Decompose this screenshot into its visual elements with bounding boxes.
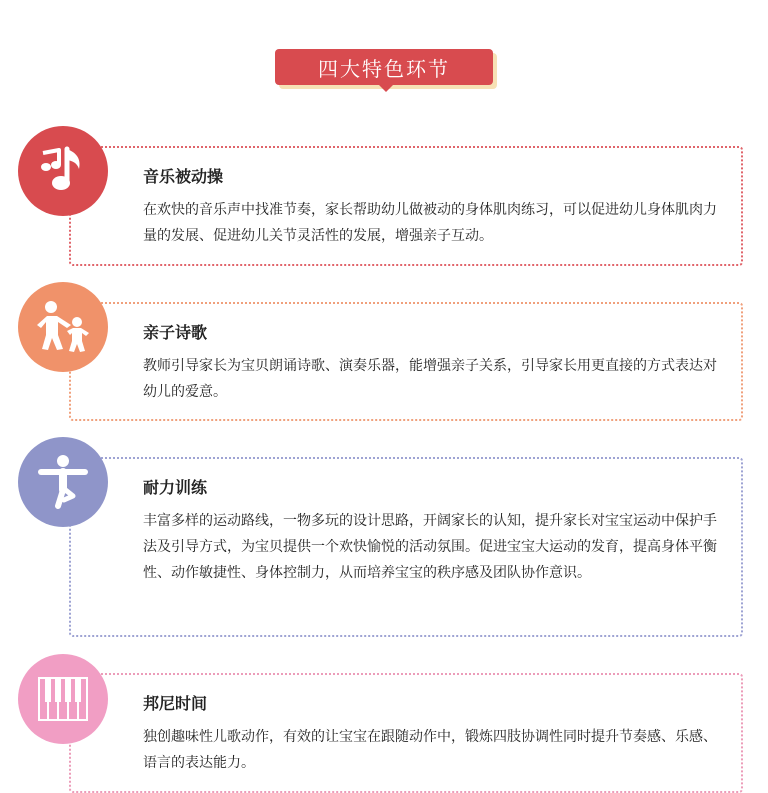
music-note-icon — [18, 126, 108, 216]
feature-title: 邦尼时间 — [143, 694, 208, 713]
parent-child-icon — [18, 282, 108, 372]
page-title: 四大特色环节 — [275, 49, 493, 85]
feature-description: 丰富多样的运动路线，一物多玩的设计思路，开阔家长的认知，提升家长对宝宝运动中保护手法及引导方式，为宝贝提供一个欢快愉悦的活动氛围。促进宝宝大运动的发育，提高身体平衡性、动作敏捷性、身体控制力，从而培养宝宝的秩序感及团队协作意识。 — [143, 513, 717, 581]
feature-card-poetry — [69, 302, 743, 421]
feature-card-music — [69, 146, 743, 266]
feature-card-endurance — [69, 457, 743, 637]
piano-keys-icon — [18, 654, 108, 744]
feature-title: 耐力训练 — [143, 478, 208, 497]
feature-description: 在欢快的音乐声中找准节奏，家长帮助幼儿做被动的身体肌肉练习，可以促进幼儿身体肌肉力量的发展、促进幼儿关节灵活性的发展，增强亲子互动。 — [143, 202, 717, 244]
title-pointer — [378, 84, 394, 92]
balance-pose-icon — [18, 437, 108, 527]
feature-description: 教师引导家长为宝贝朗诵诗歌、演奏乐器，能增强亲子关系，引导家长用更直接的方式表达对幼儿的爱意。 — [143, 358, 717, 400]
feature-title: 音乐被动操 — [143, 167, 224, 186]
feature-description: 独创趣味性儿歌动作，有效的让宝宝在跟随动作中，锻炼四肢协调性同时提升节奏感、乐感、语言的表达能力。 — [143, 729, 717, 771]
feature-card-bunny-time — [69, 673, 743, 793]
feature-title: 亲子诗歌 — [143, 323, 208, 342]
section-header — [0, 0, 768, 100]
